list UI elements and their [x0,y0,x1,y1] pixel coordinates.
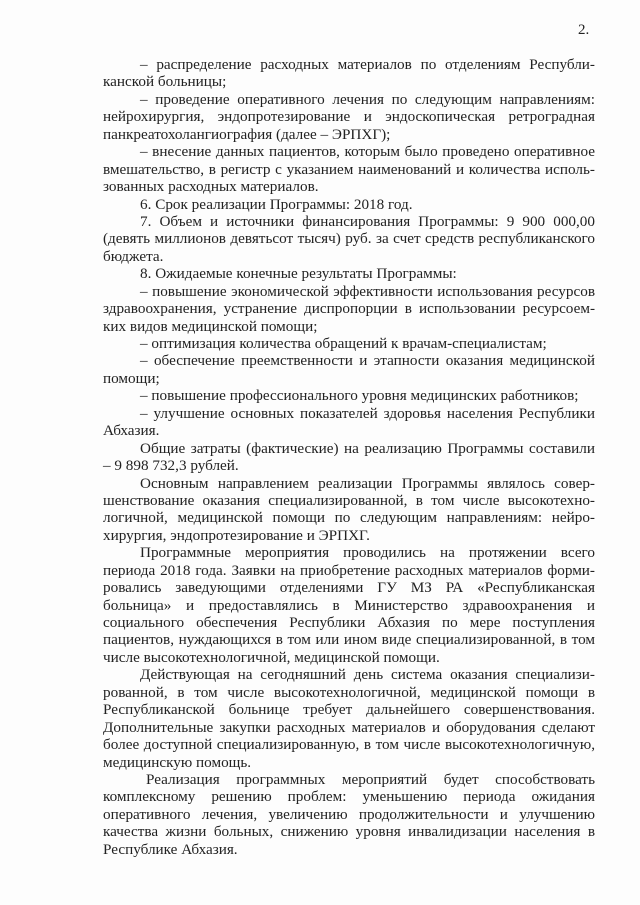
text-line: числе высокотехнологичной, медицинской помощи. [103,648,440,666]
page-number: 2. [578,22,590,38]
text-line: – повышение профессионального уровня медицинских работников; [140,387,579,405]
paragraph [103,56,595,91]
text-line: 7. Объем и источники финансирования Программы: 9 900 000,00 [140,212,595,230]
text-line: качества жизни больных, снижению уровня инвалидизации населения в [103,823,595,841]
text-line: 8. Ожидаемые конечные результаты Программы: [140,265,457,283]
text-line: хирургия, эндопротезирование и ЭРПХГ. [103,526,370,544]
paragraph [103,352,595,387]
text-line: (девять миллионов девятьсот тысяч) руб. за счет средств республиканского [103,230,595,248]
text-line: – повышение экономической эффективности использования ресурсов [140,282,595,300]
text-line: более доступной специализированную, в том числе высокотехнологичную, [103,736,595,754]
paragraph [103,196,595,213]
text-line: Абхазия. [103,422,160,440]
paragraph [103,91,595,143]
text-line: – внесение данных пациентов, которым было проведено оперативное [140,143,595,161]
text-line: – обеспечение преемственности и этапности оказания медицинской [140,352,595,370]
text-line: логичной, медицинской помощи по следующим направлениям: нейро- [103,509,595,527]
paragraph [103,387,595,404]
text-line: больница» и предоставлялись в Министерство здравоохранения и [103,596,595,614]
text-line: – оптимизация количества обращений к врачам-специалистам; [140,335,547,352]
text-line: бюджета. [103,247,164,265]
text-line: социального обеспечения Республики Абхазия по мере поступления [103,614,595,631]
text-line: ких видов медицинской помощи; [103,317,318,335]
text-line: рованной, в том числе высокотехнологичной, медицинской помощи в [103,683,595,701]
text-line: пациентов, нуждающихся в том или ином виде специализированной, в том [103,631,595,649]
paragraph [103,475,595,545]
text-line: Дополнительные закупки расходных материалов и оборудования сделают [103,718,595,736]
paragraph [103,143,595,195]
text-line: Республиканской больнице требует дальнейшего совершенствования. [103,701,595,719]
text-line: зованных расходных материалов. [103,178,319,196]
text-line: Реализация программных мероприятий будет способствовать [146,770,595,788]
text-line: панкреатохолангиография (далее – ЭРПХГ); [103,125,391,143]
text-line: Республике Абхазия. [103,840,238,858]
text-line: Общие затраты (фактические) на реализацию Программы составили [140,439,595,457]
text-line: вмешательство, в регистр с указанием наименований и количества исполь- [103,160,595,178]
text-line: комплексному решению проблем: уменьшению периода ожидания [103,788,595,806]
paragraph [103,666,595,771]
text-line: Программные мероприятия проводились на протяжении всего [140,544,595,562]
text-line: периода 2018 года. Заявки на приобретение расходных материалов форми- [103,561,595,579]
text-line: Основным направлением реализации Программы являлось совер- [140,474,595,492]
text-line: оперативного лечения, увеличению продолжительности и улучшению [103,805,595,823]
text-line: 6. Срок реализации Программы: 2018 год. [140,195,413,213]
paragraph [103,335,595,352]
text-line: – проведение оперативного лечения по следующим направлениям: [140,90,595,108]
paragraph [103,771,595,858]
text-line: – распределение расходных материалов по отделениям Республи- [140,56,595,73]
paragraph [103,283,595,335]
text-line: здравоохранения, устранение диспропорции в использовании ресурсоем- [103,300,595,318]
text-line: помощи; [103,369,160,387]
text-line: – улучшение основных показателей здоровья населения Республики [140,404,595,422]
paragraph [103,265,595,282]
paragraph [103,213,595,265]
text-line: – 9 898 732,3 рублей. [103,457,239,475]
text-line: ровались заведующими отделениями ГУ МЗ РА «Республиканская [103,579,595,597]
text-line: шенствование оказания специализированной, в том числе высокотехно- [103,491,595,509]
document-body [103,56,595,858]
paragraph [103,405,595,440]
text-line: нейрохирургия, эндопротезирование и эндоскопическая ретроградная [103,108,595,126]
paragraph [103,440,595,475]
text-line: медицинскую помощь. [103,753,252,771]
paragraph [103,544,595,666]
text-line: канской больницы; [103,73,227,91]
text-line: Действующая на сегодняшний день система оказания специализи- [140,666,595,684]
